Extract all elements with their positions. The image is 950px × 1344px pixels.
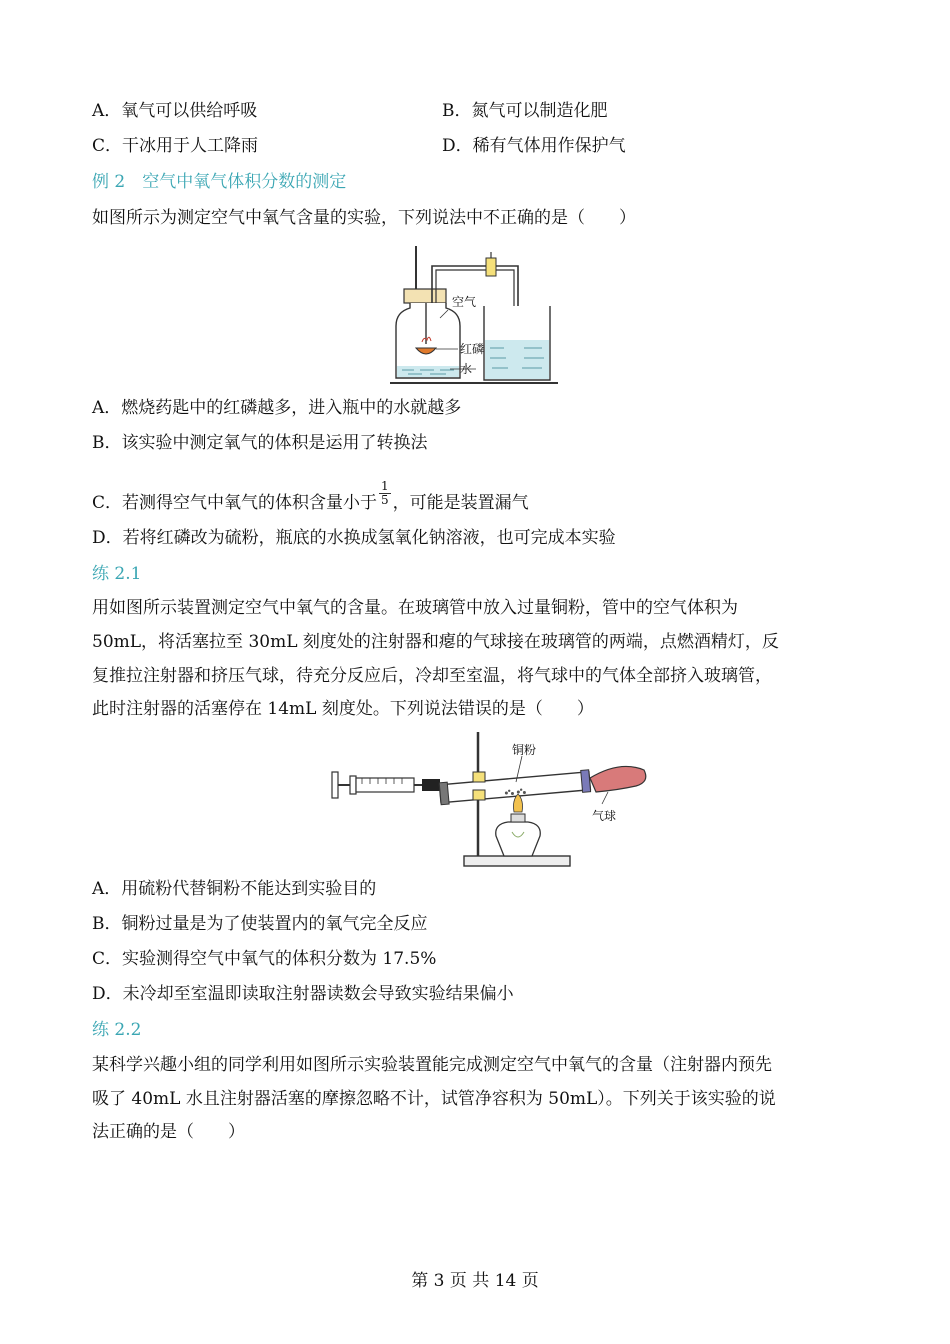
stand-base (464, 856, 570, 866)
clamp (486, 258, 496, 276)
example-2-option-d: D．若将红磷改为硫粉，瓶底的水换成氢氧化钠溶液，也可完成本实验 (92, 528, 616, 548)
fraction-one-fifth: $\frac{1}{5}$ (381, 479, 389, 507)
option-c-text-pre: C．若测得空气中氧气的体积含量小于 (92, 493, 378, 513)
practice-2-1-option-b: B．铜粉过量是为了使装置内的氧气完全反应 (92, 914, 428, 934)
practice-2-1-line-1: 用如图所示装置测定空气中氧气的含量。在玻璃管中放入过量铜粉，管中的空气体积为 (92, 598, 738, 618)
alcohol-lamp (496, 822, 541, 856)
beaker-water (485, 340, 549, 379)
label-phosphorus: 红磷 (460, 342, 485, 356)
option-c-text-post: ，可能是装置漏气 (392, 493, 529, 513)
practice-2-1-option-a: A．用硫粉代替铜粉不能达到实验目的 (92, 879, 377, 899)
label-copper: 铜粉 (512, 743, 537, 757)
page-footer: 第 3 页 共 14 页 (411, 1271, 539, 1291)
practice-2-2-line-3: 法正确的是（ ） (92, 1122, 245, 1142)
stopper (404, 289, 446, 303)
example-2-heading: 例 2 空气中氧气体积分数的测定 (92, 172, 347, 192)
practice-2-1-option-c: C．实验测得空气中氧气的体积分数为 17.5% (92, 949, 437, 969)
q1-option-a: A．氧气可以供给呼吸 (92, 101, 258, 121)
label-water: 水 (460, 362, 473, 376)
rubber-connector (422, 779, 440, 791)
phosphorus-experiment-figure (388, 244, 560, 386)
practice-2-1-line-2: 50mL，将活塞拉至 30mL 刻度处的注射器和瘪的气球接在玻璃管的两端，点燃酒精灯，反 (92, 632, 779, 652)
practice-2-1-line-3: 复推拉注射器和挤压气球，待充分反应后，冷却至室温，将气球中的气体全部挤入玻璃管， (92, 666, 772, 686)
practice-2-2-line-2: 吸了 40mL 水且注射器活塞的摩擦忽略不计，试管净容积为 50mL）。下列关于该实验的说 (92, 1089, 776, 1109)
example-2-question: 如图所示为测定空气中氧气含量的实验，下列说法中不正确的是（ ） (92, 208, 636, 228)
practice-2-1-option-d: D．未冷却至室温即读取注射器读数会导致实验结果偏小 (92, 984, 514, 1004)
label-balloon: 气球 (592, 809, 617, 823)
q1-option-d: D．稀有气体用作保护气 (442, 136, 626, 156)
copper-experiment-figure (328, 730, 648, 870)
bottle-water (397, 366, 459, 377)
balloon (590, 766, 646, 792)
label-air: 空气 (452, 295, 477, 309)
syringe-barrel (356, 778, 414, 792)
example-2-option-c (92, 479, 529, 517)
example-2-option-b: B．该实验中测定氧气的体积是运用了转换法 (92, 433, 428, 453)
practice-2-1-heading: 练 2.1 (92, 564, 142, 584)
q1-option-b: B．氮气可以制造化肥 (442, 101, 608, 121)
practice-2-2-line-1: 某科学兴趣小组的同学利用如图所示实验装置能完成测定空气中氧气的含量（注射器内预先 (92, 1055, 772, 1075)
practice-2-2-heading: 练 2.2 (92, 1020, 142, 1040)
q1-option-c: C．干冰用于人工降雨 (92, 136, 259, 156)
practice-2-1-line-4: 此时注射器的活塞停在 14mL 刻度处。下列说法错误的是（ ） (92, 699, 594, 719)
example-2-option-a: A．燃烧药匙中的红磷越多，进入瓶中的水就越多 (92, 398, 462, 418)
